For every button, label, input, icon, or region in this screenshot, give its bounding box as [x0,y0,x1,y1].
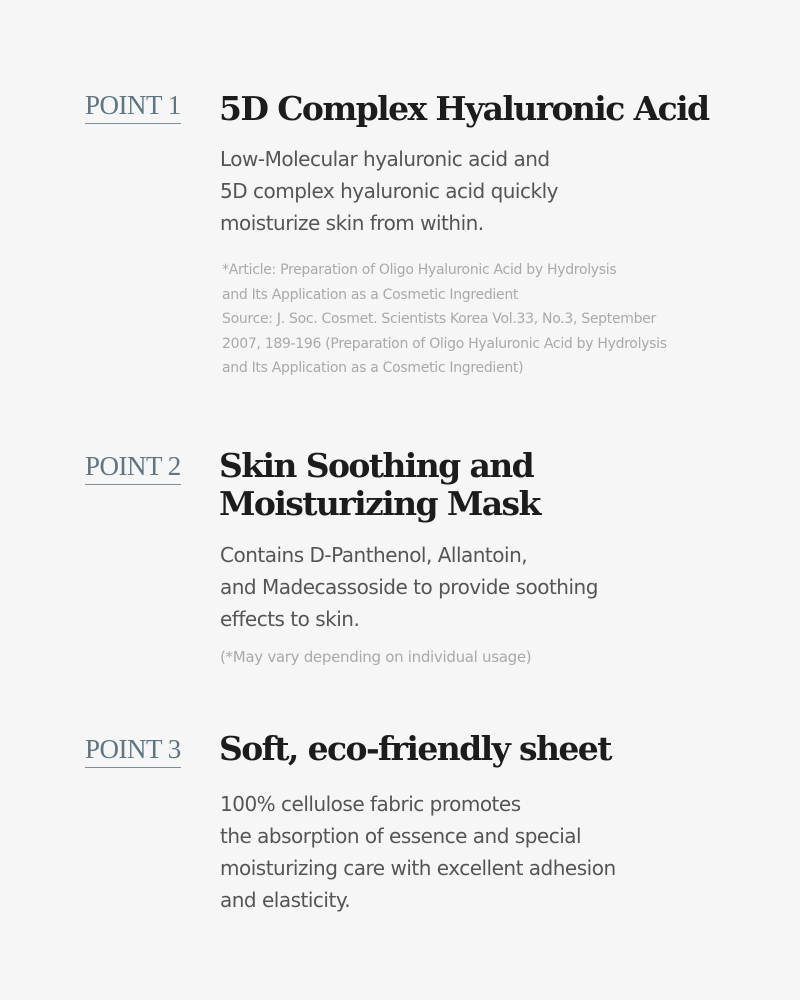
point-1-note-line: Source: J. Soc. Cosmet. Scientists Korea Vol.33, No.3, September [222,311,656,327]
point-2-description [220,539,598,635]
point-3-description-line: and elasticity. [220,888,351,912]
point-3-title [219,730,611,768]
point-1-note-line: *Article: Preparation of Oligo Hyaluronic Acid by Hydrolysis [222,262,617,278]
point-3-description [220,788,616,916]
point-2-description-line: Contains D-Panthenol, Allantoin, [220,543,528,567]
point-2-usage-note [220,645,531,670]
point-1-description-line: moisturize skin from within. [220,211,484,235]
point-1-title [219,90,709,128]
point-1-source-note [222,258,667,381]
point-1-description-line: Low-Molecular hyaluronic acid and [220,147,550,171]
point-2-title-line: Skin Soothing and [219,446,534,485]
point-2-description-line: effects to skin. [220,607,360,631]
point-3-description-line: moisturizing care with excellent adhesion [220,856,616,880]
point-3-description-line: the absorption of essence and special [220,824,582,848]
point-2-description-line: and Madecassoside to provide soothing [220,575,598,599]
point-1-description [220,143,558,239]
point-1-title-line: 5D Complex Hyaluronic Acid [219,89,709,128]
point-1-note-line: and Its Application as a Cosmetic Ingredient) [222,360,524,376]
point-2-note-line: (*May vary depending on individual usage) [220,648,532,666]
point-3-description-line: 100% cellulose fabric promotes [220,792,521,816]
point-1-description-line: 5D complex hyaluronic acid quickly [220,179,558,203]
point-1-label: POINT 1 [85,88,181,124]
point-3-title-line: Soft, eco-friendly sheet [219,729,611,768]
point-3-label: POINT 3 [85,732,181,768]
point-1-note-line: and Its Application as a Cosmetic Ingredient [222,286,519,303]
point-2-label: POINT 2 [85,449,181,485]
point-2-title [219,447,540,523]
point-2-title-line: Moisturizing Mask [219,484,540,523]
point-1-note-line: 2007, 189-196 (Preparation of Oligo Hyaluronic Acid by Hydrolysis [222,335,667,352]
